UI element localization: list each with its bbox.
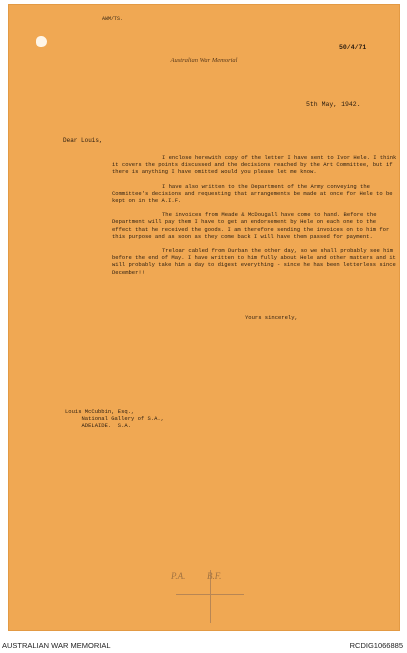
- paragraph: The invoices from Meade & McDougall have come to hand. Before the Department will pay them I have to get an endorsement by Hele on each one to the effect that he received the goods. I am therefore sending the invoices on to him for this purpose and as soon as they come back I will have them passed for payment.: [112, 211, 390, 240]
- letter-date: 5th May, 1942.: [306, 101, 361, 108]
- stamp-bf: B.F.: [207, 571, 222, 581]
- addressee-line: ADELAIDE. S.A.: [65, 422, 132, 430]
- stamp-divider-horizontal: [176, 594, 244, 595]
- footer-record-id: RCDIG1066885: [349, 641, 403, 650]
- addressee-block: [65, 408, 164, 430]
- letter-body: [112, 154, 397, 283]
- paragraph: Treloar cabled from Durban the other day, so we shall probably see him before the end of May. I have written to him fully about Hele and other matters and it will probably take him a day to digest everything - since he has been letterless since December!!: [112, 247, 396, 276]
- addressee-line: Louis McCubbin, Esq.,: [65, 408, 135, 415]
- paragraph: I enclose herewith copy of the letter I have sent to Ivor Hele. I think it covers the points discussed and the decisions reached by the Art Committee, but if there is anything I have omitted would you please let me know.: [112, 154, 397, 176]
- stamp-pa: P.A.: [171, 571, 186, 581]
- addressee-line: National Gallery of S.A.,: [65, 415, 165, 423]
- letter-page: [8, 4, 400, 631]
- punch-hole: [36, 36, 47, 47]
- salutation: Dear Louis,: [63, 137, 103, 144]
- footer-institution: AUSTRALIAN WAR MEMORIAL: [2, 641, 111, 650]
- closing: Yours sincerely,: [245, 314, 298, 321]
- letterhead: Australian War Memorial: [170, 57, 238, 64]
- paragraph: I have also written to the Department of the Army conveying the Committee's decisions and requesting that arrangements be made at once for Hele to be kept on in the A.I.F.: [112, 182, 393, 205]
- reference-code: AWM/TS.: [102, 16, 124, 22]
- file-number: 50/4/71: [339, 44, 367, 51]
